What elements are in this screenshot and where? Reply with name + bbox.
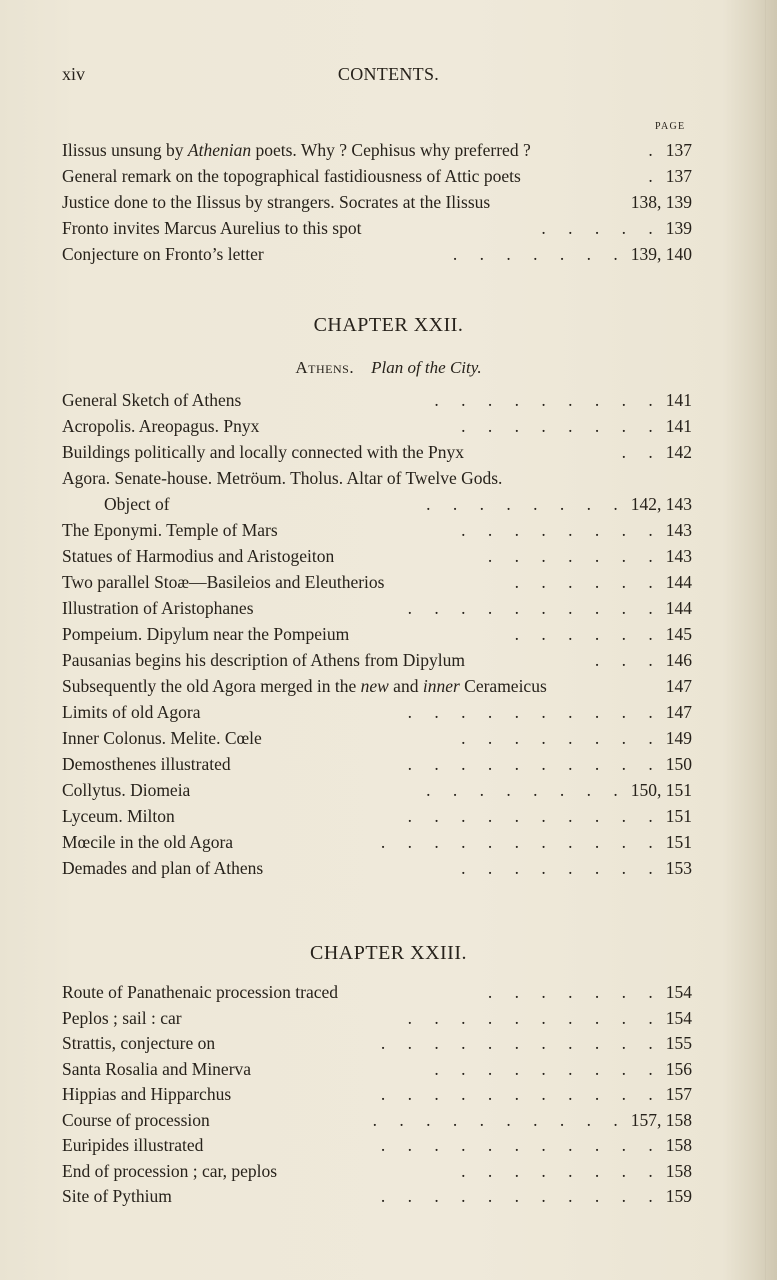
toc-entry-title: [62, 1135, 203, 1156]
toc-entry: [62, 1110, 692, 1136]
dot-leader: . . . . . . . . . . .: [380, 1033, 662, 1053]
toc-page-ref: 137: [665, 166, 692, 186]
entry-text: Inner Colonus. Melite. Cœle: [62, 728, 262, 748]
toc-entry-title: [62, 192, 490, 213]
entry-text: Buildings politically and locally connected with the Pnyx: [62, 442, 464, 462]
toc-entry-title: [62, 806, 175, 827]
toc-entry: [62, 192, 692, 218]
toc-entry-title: [62, 728, 262, 749]
toc-entry: [62, 1084, 692, 1110]
page-number: xiv: [62, 64, 86, 84]
entry-text: and: [388, 676, 423, 696]
toc-page-ref: 156: [665, 1058, 692, 1079]
toc-page-ref: 138, 139: [630, 192, 692, 212]
toc-entry-title: [62, 624, 349, 645]
toc-entry-title: [62, 1186, 172, 1207]
entry-text: The Eponymi. Temple of Mars: [62, 520, 278, 540]
toc-entry-title: [62, 858, 263, 879]
dot-leader: . . . . . . . . . .: [407, 806, 662, 826]
toc-entry: [62, 140, 692, 166]
subtitle-place: Athens.: [295, 358, 355, 377]
italic-text: new: [360, 676, 389, 696]
toc-entry-title: [62, 442, 464, 463]
toc-entry: [104, 494, 692, 520]
toc-entry-title: [62, 1110, 210, 1131]
entry-text: Strattis, conjecture on: [62, 1033, 216, 1053]
toc-page-ref: 157: [665, 1084, 692, 1104]
toc-page-ref: 143: [665, 546, 692, 566]
dot-leader: . . . . . . . .: [426, 780, 627, 800]
italic-text: inner: [422, 676, 460, 696]
toc-entry: [62, 390, 692, 416]
toc-entry: [62, 572, 692, 598]
toc-entry: [62, 832, 692, 858]
entry-text: General Sketch of Athens: [62, 390, 242, 410]
entry-text: Hippias and Hipparchus: [62, 1084, 232, 1104]
toc-entry-title: [104, 494, 170, 515]
toc-entry: [62, 676, 692, 702]
entry-text: Subsequently the old Agora merged in the: [62, 676, 361, 696]
toc-entry-title: [62, 416, 259, 437]
toc-entry: [62, 244, 692, 270]
chapter-heading: CHAPTER XXII.: [313, 314, 464, 336]
toc-entry: [62, 780, 692, 806]
toc-entry-title: [62, 1084, 231, 1105]
page-edge: [765, 0, 766, 1280]
toc-page-ref: 151: [665, 832, 692, 852]
toc-page-ref: 144: [665, 572, 692, 592]
toc-entry-title: [62, 1059, 251, 1080]
toc-entry-title: [62, 702, 201, 723]
toc-entry: [62, 218, 692, 244]
entry-text: Ilissus unsung by: [62, 140, 188, 160]
toc-entry: [62, 520, 692, 546]
toc-page-ref: 159: [665, 1186, 692, 1206]
dot-leader: . . . . . . . .: [461, 520, 662, 540]
dot-leader: . . . . . . . .: [461, 728, 662, 748]
toc-page-ref: 139: [665, 218, 692, 238]
toc-entry: [62, 650, 692, 676]
toc-entry-title: [62, 1033, 215, 1054]
toc-entry: [62, 754, 692, 780]
dot-leader: . . . . . . . . . . .: [380, 832, 662, 852]
toc-page-ref: 158: [665, 1135, 692, 1155]
toc-page-ref: 153: [665, 858, 692, 878]
dot-leader: . . . . . . . .: [461, 858, 662, 878]
toc-page-ref: 150, 151: [630, 780, 692, 800]
toc-page-ref: 147: [665, 676, 692, 696]
toc-page-ref: 142: [665, 442, 692, 462]
toc-entry: [62, 728, 692, 754]
toc-entry-title: [62, 468, 502, 489]
toc-entry-title: [62, 832, 233, 853]
dot-leader: . . . . . . . . . .: [407, 598, 662, 618]
dot-leader: . . . . . . . .: [461, 416, 662, 436]
toc-page-ref: 154: [665, 1007, 692, 1028]
chapter-heading: CHAPTER XXIII.: [310, 942, 467, 964]
entry-text: Site of Pythium: [62, 1186, 172, 1206]
toc-entry-title: [62, 780, 190, 801]
dot-leader: .: [648, 166, 662, 186]
toc-entry: [62, 546, 692, 572]
italic-text: Athenian: [187, 140, 252, 160]
entry-text: Course of procession: [62, 1109, 210, 1130]
toc-page-ref: 155: [665, 1033, 692, 1053]
toc-entry-title: [62, 1008, 182, 1029]
dot-leader: .: [648, 140, 662, 160]
toc-entry: [62, 468, 692, 494]
toc-entry: [62, 806, 692, 832]
toc-entry-title: [62, 218, 361, 239]
dot-leader: . . . . . . . . . .: [407, 702, 662, 722]
running-title: CONTENTS.: [337, 64, 440, 84]
dot-leader: . . . . . . . . .: [434, 390, 662, 410]
entry-text: Lyceum. Milton: [62, 806, 175, 826]
toc-entry: [62, 1033, 692, 1059]
toc-entry-title: [62, 166, 521, 187]
entry-text: Pausanias begins his description of Athens from Dipylum: [62, 650, 465, 670]
dot-leader: . . . . . . .: [487, 546, 662, 566]
entry-text: Santa Rosalia and Minerva: [62, 1058, 252, 1079]
entry-text: Agora. Senate-house. Metröum. Tholus. Altar of Twelve Gods.: [62, 468, 503, 488]
toc-entry-title: [62, 546, 334, 567]
toc-page-ref: 141: [665, 416, 692, 436]
dot-leader: . . . . . . . . .: [434, 1058, 662, 1079]
toc-entry: [62, 1186, 692, 1212]
toc-page-ref: 145: [665, 624, 692, 644]
entry-text: Fronto invites Marcus Aurelius to this spot: [62, 218, 362, 238]
toc-entry-title: [62, 754, 231, 775]
entry-text: Demosthenes illustrated: [62, 754, 231, 774]
entry-text: Two parallel Stoæ—Basileios and Eleutherios: [62, 572, 385, 592]
dot-leader: . . . . . . . . . .: [407, 754, 662, 774]
toc-entry: [62, 982, 692, 1008]
toc-page-ref: 142, 143: [630, 494, 692, 514]
dot-leader: . .: [621, 442, 662, 462]
entry-text: Acropolis. Areopagus. Pnyx: [62, 416, 260, 436]
toc-entry-title: [62, 390, 241, 411]
dot-leader: . . . . . . .: [452, 244, 627, 264]
dot-leader: . . . . . . . . . . .: [380, 1084, 662, 1104]
entry-text: Conjecture on Fronto’s letter: [62, 244, 264, 264]
toc-entry: [62, 1161, 692, 1187]
toc-page-ref: 139, 140: [630, 244, 692, 264]
entry-text: Euripides illustrated: [62, 1135, 204, 1155]
toc-entry: [62, 166, 692, 192]
chapter-subtitle: [0, 358, 777, 378]
toc-entry: [62, 858, 692, 884]
toc-entry-title: [62, 650, 465, 671]
toc-entry-title: [62, 676, 547, 697]
toc-entry-title: [62, 140, 531, 161]
dot-leader: . . . . . .: [514, 572, 662, 592]
toc-entry: [62, 416, 692, 442]
dot-leader: . . . . . . .: [487, 982, 662, 1002]
dot-leader: . . . . . . . . . .: [407, 1007, 662, 1028]
toc-page-ref: 143: [665, 520, 692, 540]
toc-page-ref: 147: [665, 702, 692, 722]
toc-entry: [62, 598, 692, 624]
toc-entry: [62, 702, 692, 728]
dot-leader: . . . . . . . . . . .: [380, 1186, 662, 1206]
entry-text: Mœcile in the old Agora: [62, 832, 234, 852]
toc-page-ref: 146: [665, 650, 692, 670]
toc-page-ref: 150: [665, 754, 692, 774]
entry-text: Cerameicus: [459, 676, 547, 696]
entry-text: poets. Why ? Cephisus why preferred ?: [251, 140, 531, 160]
toc-entry-title: [62, 598, 254, 619]
dot-leader: . . . . .: [541, 218, 662, 238]
entry-text: Route of Panathenaic procession traced: [62, 982, 339, 1002]
toc-page-ref: 158: [665, 1160, 692, 1181]
toc-page-ref: 137: [665, 140, 692, 160]
toc-page-ref: 144: [665, 598, 692, 618]
toc-page-ref: 149: [665, 728, 692, 748]
entry-text: General remark on the topographical fastidiousness of Attic poets: [62, 166, 521, 186]
entry-text: Object of: [104, 494, 170, 514]
entry-text: Pompeium. Dipylum near the Pompeium: [62, 624, 350, 644]
entry-text: Demades and plan of Athens: [62, 858, 264, 878]
subtitle-topic: Plan of the City.: [371, 358, 482, 377]
dot-leader: . . . . . . . . . .: [372, 1109, 627, 1130]
toc-entry-title: [62, 572, 384, 593]
toc-entry-title: [62, 244, 264, 265]
toc-page-ref: 151: [665, 806, 692, 826]
entry-text: Illustration of Aristophanes: [62, 598, 254, 618]
toc-entry: [62, 1059, 692, 1085]
toc-entry: [62, 1008, 692, 1034]
toc-entry: [62, 1135, 692, 1161]
entry-text: Justice done to the Ilissus by strangers. Socrates at the Ilissus: [62, 192, 491, 212]
dot-leader: . . . . . . . .: [426, 494, 627, 514]
toc-entry-title: [62, 1161, 277, 1182]
entry-text: Collytus. Diomeia: [62, 780, 191, 800]
toc-entry-title: [62, 520, 278, 541]
entry-text: Limits of old Agora: [62, 702, 201, 722]
dot-leader: . . . . . . . .: [461, 1160, 662, 1181]
toc-page-ref: 154: [665, 982, 692, 1002]
page-column-label: PAGE: [655, 121, 686, 132]
entry-text: End of procession ; car, peplos: [62, 1160, 278, 1181]
entry-text: Statues of Harmodius and Aristogeiton: [62, 546, 335, 566]
toc-entry: [62, 442, 692, 468]
toc-entry: [62, 624, 692, 650]
toc-entry-title: [62, 982, 338, 1003]
toc-page-ref: 157, 158: [630, 1109, 692, 1130]
entry-text: Peplos ; sail : car: [62, 1007, 182, 1028]
dot-leader: . . .: [594, 650, 662, 670]
dot-leader: . . . . . .: [514, 624, 662, 644]
toc-page-ref: 141: [665, 390, 692, 410]
dot-leader: . . . . . . . . . . .: [380, 1135, 662, 1155]
